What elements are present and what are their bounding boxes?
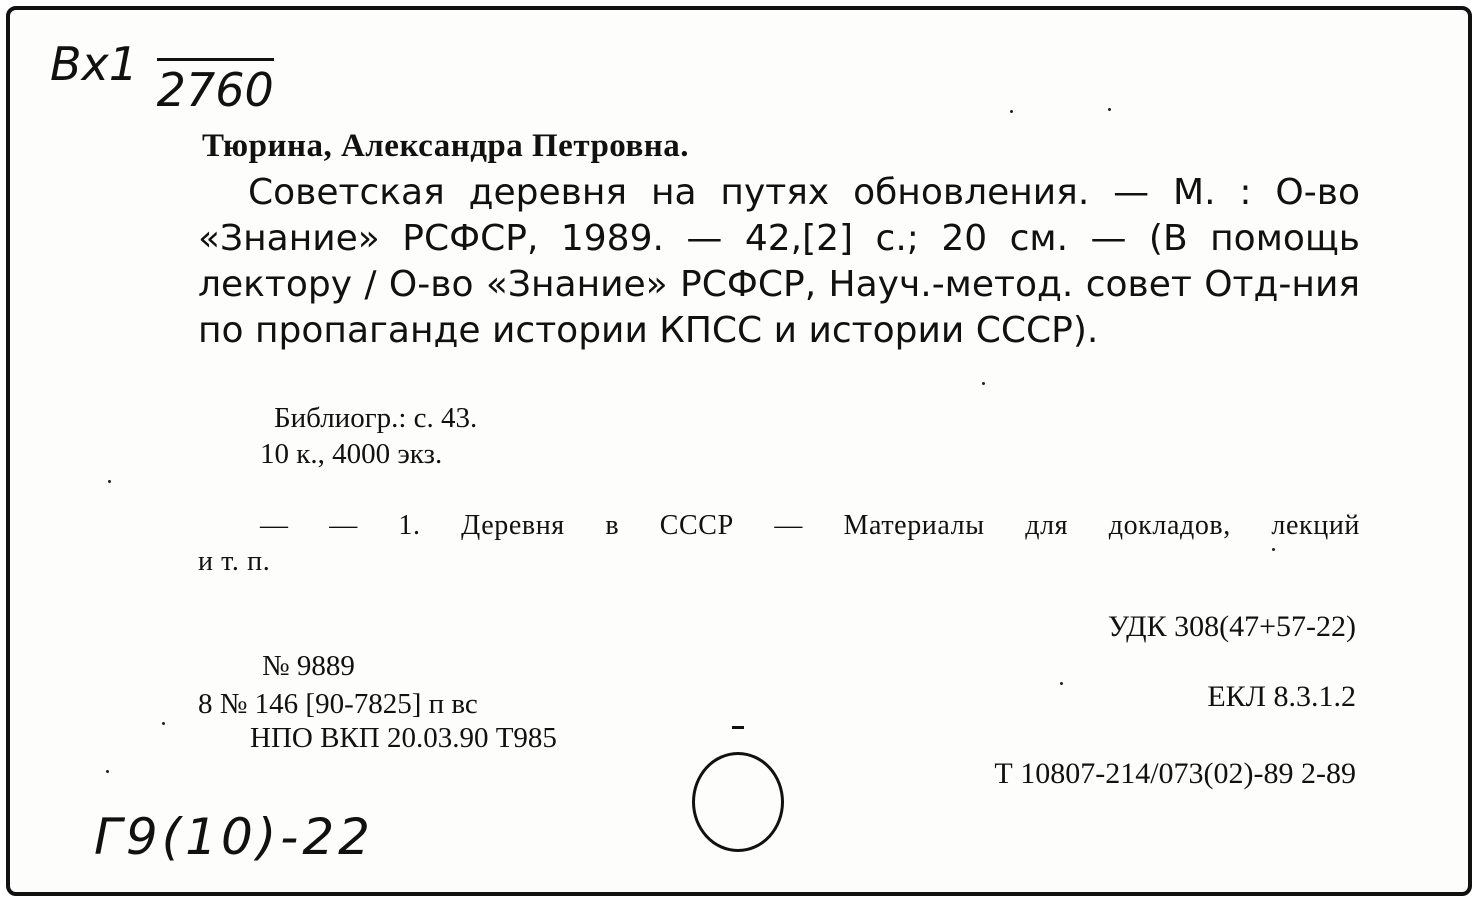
udk-code: УДК 308(47+57-22) bbox=[1107, 610, 1356, 643]
speck bbox=[108, 480, 111, 483]
speck bbox=[1010, 110, 1013, 113]
punch-hole-circle bbox=[692, 752, 784, 852]
punch-hole-tick bbox=[732, 726, 744, 729]
bibliographic-description: Советская деревня на путях обновления. — М. : О-во «Знание» РСФСР, 1989. — 42,[2] с.; 20 см. — (В помощь лектору / О-во «Знание» РСФСР, Науч.-метод. совет Отд-ния по пропаганде истории КПСС и истории СССР). bbox=[198, 172, 1360, 351]
t-code: Т 10807-214/073(02)-89 2-89 bbox=[994, 757, 1356, 790]
speck bbox=[1272, 548, 1275, 551]
price-copies-note: 10 к., 4000 экз. bbox=[260, 438, 443, 470]
speck bbox=[1060, 682, 1063, 685]
handwritten-prefix: Вх1 bbox=[50, 37, 139, 91]
handwritten-number: 2760 bbox=[157, 58, 274, 117]
subject-heading-line-2: и т. п. bbox=[198, 546, 271, 577]
catalog-card bbox=[6, 6, 1472, 896]
subject-heading-line-1: — — 1. Деревня в СССР — Материалы для докладов, лекций bbox=[260, 510, 1360, 541]
printing-info: НПО ВКП 20.03.90 Т985 bbox=[250, 722, 557, 754]
speck bbox=[982, 382, 985, 385]
speck bbox=[106, 770, 109, 773]
handwritten-mark-bottom: Г9(10)-22 bbox=[94, 808, 374, 866]
order-number: 8 № 146 [90-7825] п вс bbox=[198, 688, 478, 720]
ekl-code: ЕКЛ 8.3.1.2 bbox=[1207, 680, 1356, 713]
speck bbox=[162, 722, 165, 725]
handwritten-mark-top bbox=[50, 32, 274, 117]
bibliography-note: Библиогр.: с. 43. bbox=[274, 402, 478, 434]
card-number: № 9889 bbox=[262, 650, 355, 682]
speck bbox=[1108, 108, 1111, 111]
author-heading: Тюрина, Александра Петровна. bbox=[202, 128, 690, 164]
